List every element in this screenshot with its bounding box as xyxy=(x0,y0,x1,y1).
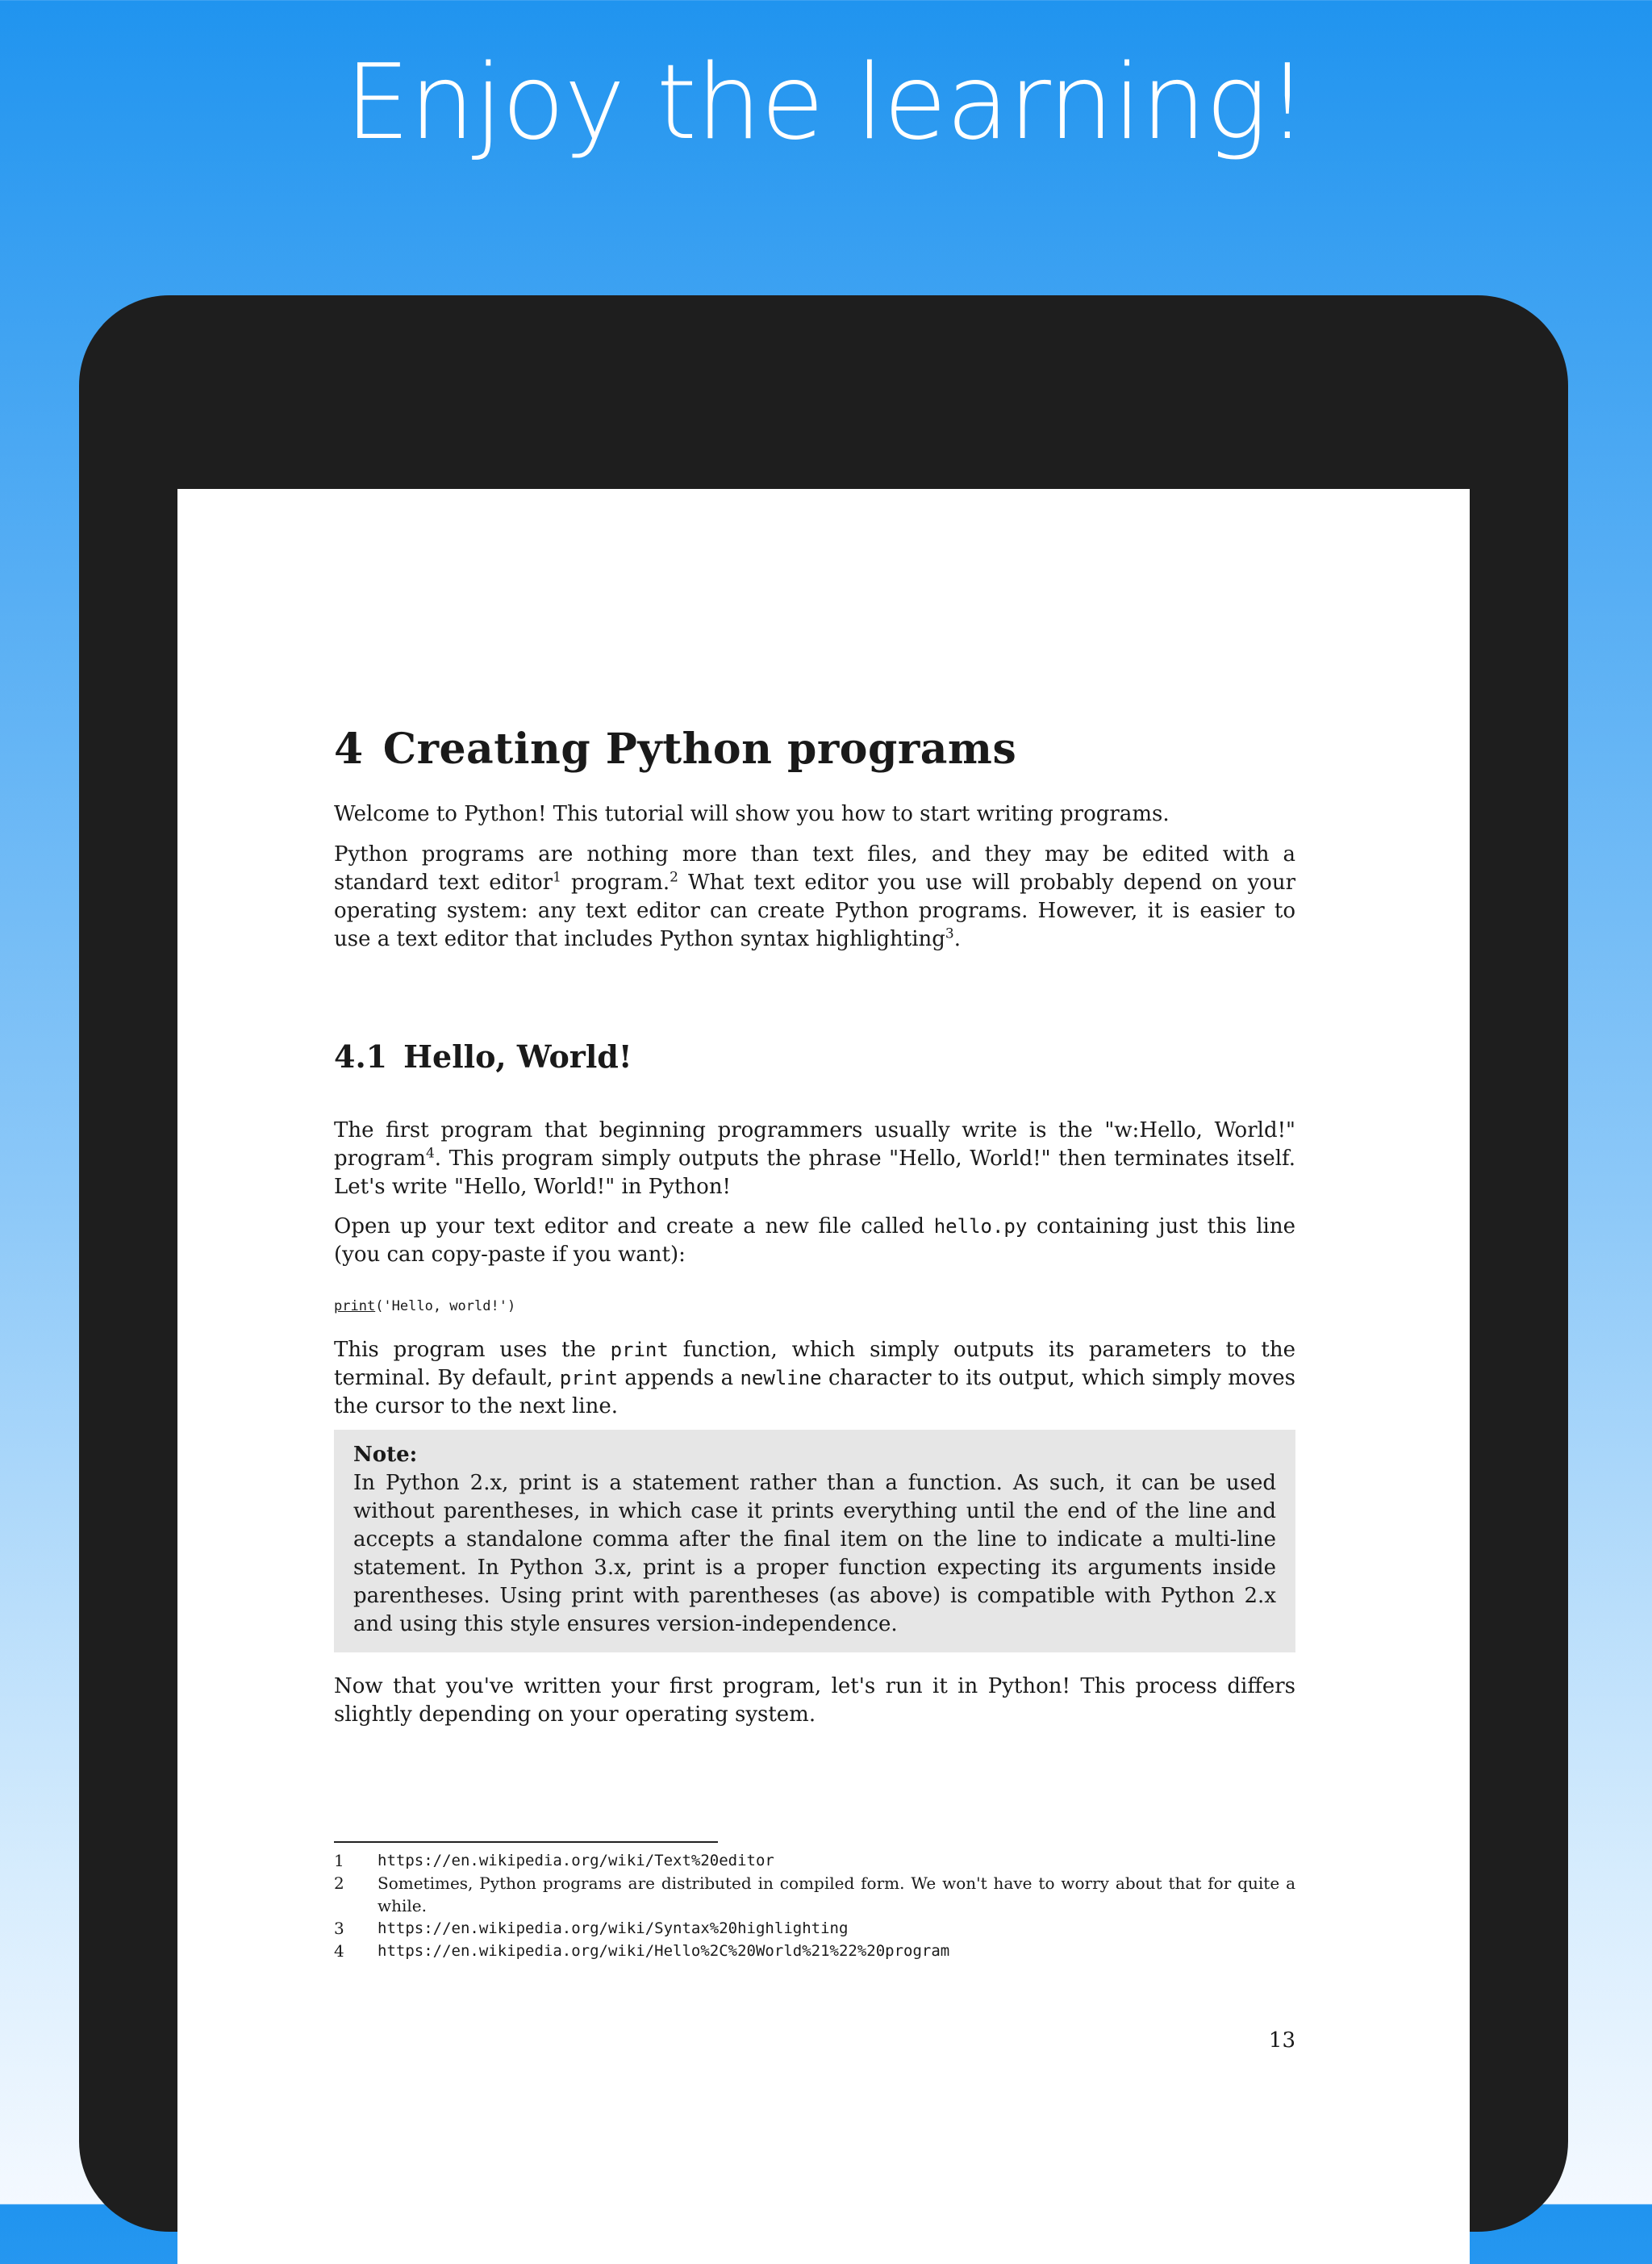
paragraph-open-editor: Open up your text editor and create a new file called hello.py containing just this line (you can copy-paste if you want): xyxy=(334,1214,1295,1267)
note-body: In Python 2.x, print is a statement rather than a function. As such, it can be used without parentheses, in which case it prints everything until the end of the line and accepts a standalone comma after the final item on the line to indicate a multi-line statement. In Python 3.x, print is a proper function expecting its arguments inside parentheses. Using print with parentheses (as above) is compatible with Python 2.x and using this style ensures version-independence. xyxy=(353,1471,1276,1636)
section-title: Creating Python programs xyxy=(382,725,1017,774)
footnote-1[interactable]: 1 https://en.wikipedia.org/wiki/Text%20editor xyxy=(334,1849,1295,1872)
footnote-4[interactable]: 4 https://en.wikipedia.org/wiki/Hello%2C%20World%21%22%20program xyxy=(334,1940,1295,1962)
footnote-ref-3[interactable]: 3 xyxy=(945,925,954,942)
footnote-2: 2 Sometimes, Python programs are distributed in compiled form. We won't have to worry about that for quite a while. xyxy=(334,1873,1295,1915)
section-number: 4 xyxy=(334,725,364,774)
footnote-link[interactable]: https://en.wikipedia.org/wiki/Syntax%20highlighting xyxy=(378,1919,849,1937)
footnote-3[interactable]: 3 https://en.wikipedia.org/wiki/Syntax%20highlighting xyxy=(334,1917,1295,1940)
paragraph-text-editors: Python programs are nothing more than text files, and they may be edited with a standard text editor$^1$ program.$^2$ What text editor you use will probably depend on your operating system: any text editor can create Python programs. However, it is easier to use a text editor that includes Python syntax highlighting$^3$. xyxy=(334,842,1296,951)
footnote-link[interactable]: https://en.wikipedia.org/wiki/Hello%2C%20World%21%22%20program xyxy=(378,1942,950,1960)
page-number: 13 xyxy=(1268,2028,1295,2053)
subsection-title: Hello, World! xyxy=(403,1038,632,1075)
paragraph-hello-world: The first program that beginning programmers usually write is the "w:Hello, World!" program$^4$. This program simply outputs the phrase "Hello, World!" then terminates itself. Let's write "Hello, World!" in Python! xyxy=(334,1118,1295,1199)
intro-paragraph: Welcome to Python! This tutorial will show you how to start writing programs. xyxy=(334,802,1170,826)
footnote-text: Sometimes, Python programs are distributed in compiled form. We won't have to worry about that for quite a while. xyxy=(378,1873,1295,1915)
paragraph-print-function: This program uses the print function, which simply outputs its parameters to the terminal. By default, print appends a newline character to its output, which simply moves the cursor to the next line. xyxy=(334,1338,1296,1418)
code-args: ('Hello, world!') xyxy=(375,1298,516,1314)
code-keyword: print xyxy=(334,1298,376,1314)
footnote-ref-1[interactable]: 1 xyxy=(553,869,561,886)
footnote-ref-2[interactable]: 2 xyxy=(670,869,678,886)
paragraph-run-program: Now that you've written your first program, let's run it in Python! This process differs slightly depending on your operating system. xyxy=(334,1674,1295,1727)
subsection-number: 4.1 xyxy=(334,1038,388,1075)
note-title: Note: xyxy=(353,1443,418,1467)
tablet-frame xyxy=(79,295,1568,2232)
code-snippet xyxy=(334,1298,515,1314)
footnote-ref-4[interactable]: 4 xyxy=(425,1145,435,1162)
section-heading xyxy=(334,725,1016,774)
footnote-link[interactable]: https://en.wikipedia.org/wiki/Text%20editor xyxy=(378,1852,774,1869)
subsection-heading xyxy=(334,1038,632,1075)
headline: Enjoy the learning! xyxy=(344,43,1308,163)
note-box xyxy=(334,1430,1295,1652)
footnote-divider xyxy=(334,1841,718,1843)
filename-code: hello.py xyxy=(933,1215,1028,1238)
document-page[interactable] xyxy=(177,489,1470,2264)
